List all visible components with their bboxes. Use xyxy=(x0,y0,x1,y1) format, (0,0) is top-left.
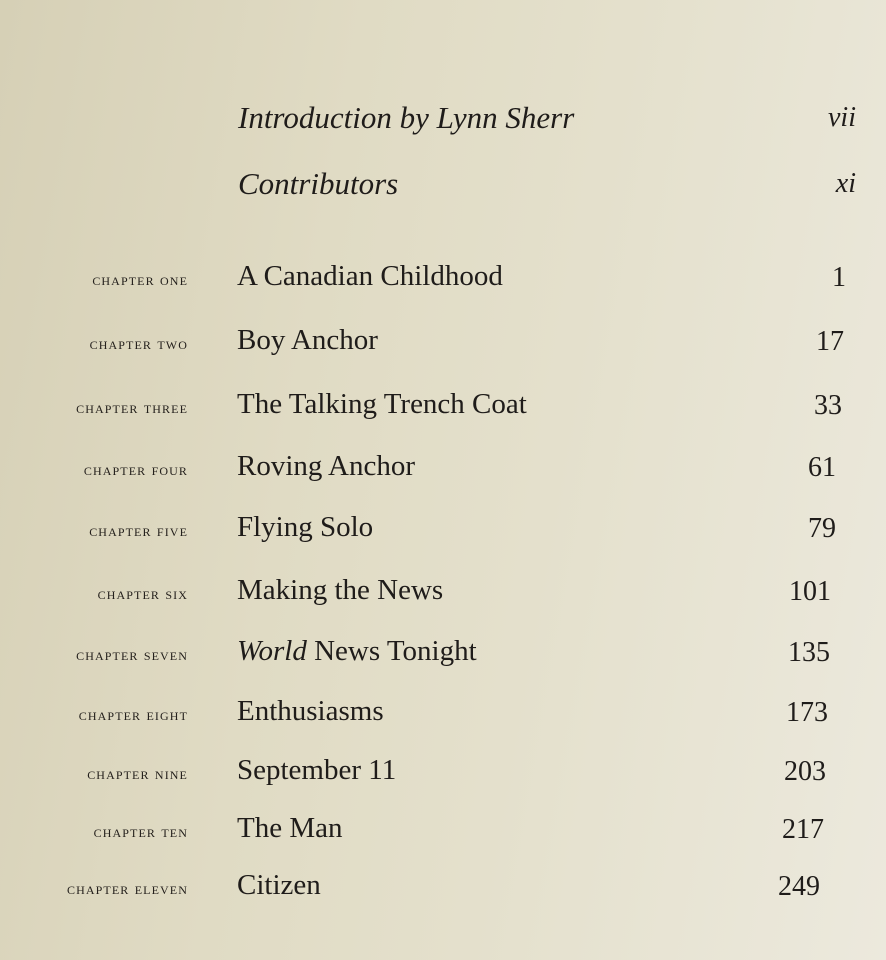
chapter-label: chapter nine xyxy=(87,764,188,783)
chapter-title: The Talking Trench Coat xyxy=(237,388,527,420)
chapter-row-5 xyxy=(0,511,886,551)
chapter-row-8 xyxy=(0,695,886,735)
chapter-label: chapter eleven xyxy=(67,879,188,898)
chapter-page: 17 xyxy=(816,326,844,357)
chapter-page: 135 xyxy=(788,637,830,668)
chapter-page: 249 xyxy=(778,871,820,902)
front-matter-contributors xyxy=(0,166,886,206)
chapter-label: chapter three xyxy=(76,398,188,417)
chapter-row-4 xyxy=(0,450,886,490)
chapter-title: Citizen xyxy=(237,869,321,901)
chapter-row-2 xyxy=(0,324,886,364)
chapter-page: 1 xyxy=(832,262,846,293)
chapter-label: chapter two xyxy=(89,334,188,353)
chapter-title: Boy Anchor xyxy=(237,324,378,356)
chapter-page: 217 xyxy=(782,814,824,845)
chapter-label: chapter ten xyxy=(93,822,188,841)
chapter-title xyxy=(237,635,477,668)
chapter-label: chapter six xyxy=(97,584,188,603)
front-matter-title: Introduction by Lynn Sherr xyxy=(238,100,575,135)
chapter-label: chapter seven xyxy=(76,645,188,664)
front-matter-page: xi xyxy=(835,168,856,199)
chapter-page: 79 xyxy=(808,513,836,544)
chapter-row-3 xyxy=(0,388,886,428)
chapter-title: Making the News xyxy=(237,574,444,606)
chapter-title-italic: World xyxy=(237,635,307,667)
chapter-row-10 xyxy=(0,812,886,852)
chapter-label: chapter eight xyxy=(78,705,188,724)
chapter-row-1 xyxy=(0,260,886,300)
chapter-title: The Man xyxy=(237,812,343,844)
chapter-title: Roving Anchor xyxy=(237,450,416,482)
chapter-page: 173 xyxy=(786,697,828,728)
chapter-row-6 xyxy=(0,574,886,614)
front-matter-page: vii xyxy=(828,102,856,133)
chapter-title: A Canadian Childhood xyxy=(237,260,503,292)
chapter-title-rest: News Tonight xyxy=(314,635,477,667)
front-matter-introduction xyxy=(0,100,886,140)
chapter-page: 61 xyxy=(808,452,836,483)
chapter-title: September 11 xyxy=(237,754,397,786)
chapter-row-9 xyxy=(0,754,886,794)
chapter-label: chapter four xyxy=(83,460,188,479)
chapter-page: 33 xyxy=(814,390,842,421)
front-matter-title: Contributors xyxy=(238,166,399,201)
chapter-row-11 xyxy=(0,869,886,909)
chapter-page: 101 xyxy=(789,576,831,607)
chapter-label: chapter one xyxy=(92,270,188,289)
chapter-page: 203 xyxy=(784,756,826,787)
chapter-title: Enthusiasms xyxy=(237,695,384,727)
chapter-label: chapter five xyxy=(89,521,188,540)
chapter-row-7 xyxy=(0,635,886,675)
chapter-title: Flying Solo xyxy=(237,511,374,543)
